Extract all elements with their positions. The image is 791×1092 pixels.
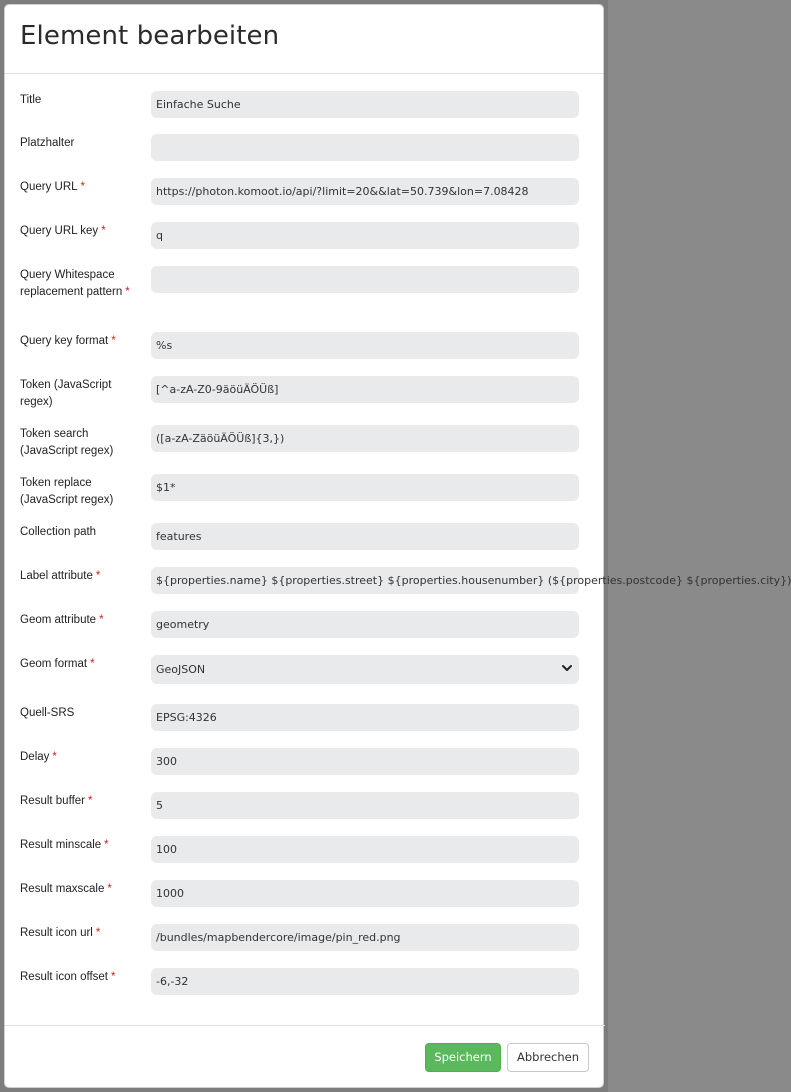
result-icon-url-input[interactable]: /bundles/mapbendercore/image/pin_red.png: [151, 924, 579, 951]
field-label: Result buffer *: [20, 795, 93, 807]
collection-path-input[interactable]: features: [151, 523, 579, 550]
dialog-title: Element bearbeiten: [20, 21, 280, 51]
chevron-down-icon: [561, 662, 573, 674]
token-input[interactable]: [^a-zA-Z0-9äöüÄÖÜß]: [151, 376, 579, 403]
query-key-format-input[interactable]: %s: [151, 332, 579, 359]
source-srs-input[interactable]: EPSG:4326: [151, 704, 579, 731]
field-label: Query URL *: [20, 181, 86, 193]
selected-value: GeoJSON: [156, 663, 206, 676]
query-url-key-input[interactable]: q: [151, 222, 579, 249]
dialog-header: [5, 5, 603, 74]
dialog-body: [5, 74, 791, 1024]
query-url-input[interactable]: https://photon.komoot.io/api/?limit=20&&lat=50.739&lon=7.08428: [151, 178, 579, 205]
field-label: Label attribute *: [20, 570, 101, 582]
field-label: Result minscale *: [20, 839, 109, 851]
label-attribute-input[interactable]: ${properties.name} ${properties.street} ${properties.housenumber} (${properties.postcode} ${properties.city}): [151, 567, 579, 594]
field-label: Geom attribute *: [20, 614, 104, 626]
field-label: Title: [20, 94, 42, 106]
field-label: Query key format *: [20, 335, 116, 347]
result-maxscale-input[interactable]: 1000: [151, 880, 579, 907]
cancel-button[interactable]: Abbrechen: [507, 1043, 589, 1072]
result-buffer-input[interactable]: 5: [151, 792, 579, 819]
field-label: Geom format *: [20, 658, 95, 670]
edit-element-dialog: [4, 4, 791, 1088]
field-label: Token (JavaScript regex): [20, 379, 112, 408]
dialog-footer: [5, 1025, 605, 1089]
field-label: Token search (JavaScript regex): [20, 428, 114, 457]
field-label: Token replace (JavaScript regex): [20, 477, 114, 506]
result-minscale-input[interactable]: 100: [151, 836, 579, 863]
field-label: Result icon offset *: [20, 971, 116, 983]
field-label: Delay *: [20, 751, 57, 763]
field-label: Query Whitespace replacement pattern *: [20, 269, 130, 298]
token-search-input[interactable]: ([a-zA-ZäöüÄÖÜß]{3,}): [151, 425, 579, 452]
field-label: Result maxscale *: [20, 883, 112, 895]
delay-input[interactable]: 300: [151, 748, 579, 775]
field-label: Platzhalter: [20, 137, 75, 149]
save-button[interactable]: Speichern: [425, 1043, 501, 1072]
field-label: Result icon url *: [20, 927, 101, 939]
field-label: Quell-SRS: [20, 707, 75, 719]
title-input[interactable]: Einfache Suche: [151, 91, 579, 118]
geom-attribute-input[interactable]: geometry: [151, 611, 579, 638]
placeholder-input[interactable]: [151, 134, 579, 161]
field-label: Collection path: [20, 526, 97, 538]
whitespace-pattern-input[interactable]: [151, 266, 579, 293]
token-replace-input[interactable]: $1*: [151, 474, 579, 501]
result-icon-offset-input[interactable]: -6,-32: [151, 968, 579, 995]
field-label: Query URL key *: [20, 225, 106, 237]
geom-format-select[interactable]: [151, 655, 579, 684]
